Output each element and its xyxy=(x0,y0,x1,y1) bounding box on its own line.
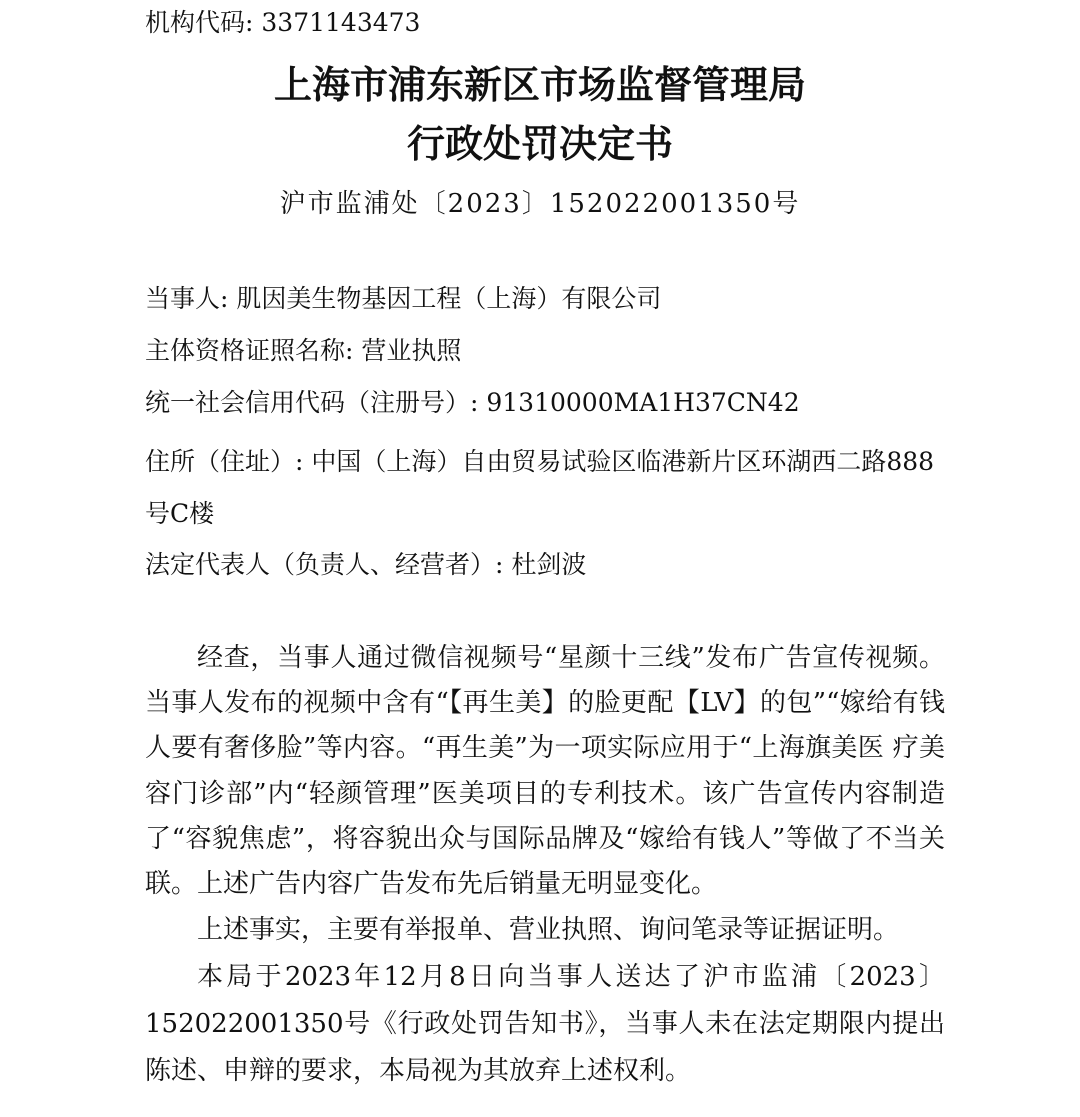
party-license-type: 主体资格证照名称: 营业执照 xyxy=(145,336,462,365)
org-code-label: 机构代码: xyxy=(145,8,254,37)
facts-paragraph: 经查，当事人通过微信视频号“星颜十三线”发布广告宣传视频。当事人发布的视频中含有“【再生美】的脸更配【LV】的包”“嫁给有钱人要有奢侈脸”等内容。“再生美”为一项实际应用于“上海旗美医 疗美容门诊部”内“轻颜管理”医美项目的专利技术。该广告宣传内容制造了“容貌焦虑”，将容貌出众与国际品牌及“嫁给有钱人”等做了不当关联。上述广告内容广告发布先后销量无明显变化。 xyxy=(145,643,945,900)
evidence-paragraph: 上述事实，主要有举报单、营业执照、询问笔录等证据证明。 xyxy=(197,915,900,946)
party-representative: 法定代表人（负责人、经营者）: 杜剑波 xyxy=(145,550,587,579)
org-code xyxy=(145,6,420,40)
party-info xyxy=(145,280,945,598)
document-title-type: 行政处罚决定书 xyxy=(406,122,673,166)
party-name: 当事人: 肌因美生物基因工程（上海）有限公司 xyxy=(145,284,662,313)
document-title-agency: 上海市浦东新区市场监督管理局 xyxy=(273,63,806,107)
document-number: 沪市监浦处〔2023〕152022001350号 xyxy=(279,189,801,219)
party-credit-code: 统一社会信用代码（注册号）: 91310000MA1H37CN42 xyxy=(145,388,800,417)
notice-paragraph: 本局于2023年12月8日向当事人送达了沪市监浦〔2023〕152022001350号《行政处罚告知书》，当事人未在法定期限内提出陈述、申辩的要求，本局视为其放弃上述权利。 xyxy=(145,962,945,1087)
org-code-value: 3371143473 xyxy=(261,8,421,37)
party-address: 住所（住址）: 中国（上海）自由贸易试验区临港新片区环湖西二路888号C楼 xyxy=(145,447,935,528)
decision-body xyxy=(145,636,945,1095)
